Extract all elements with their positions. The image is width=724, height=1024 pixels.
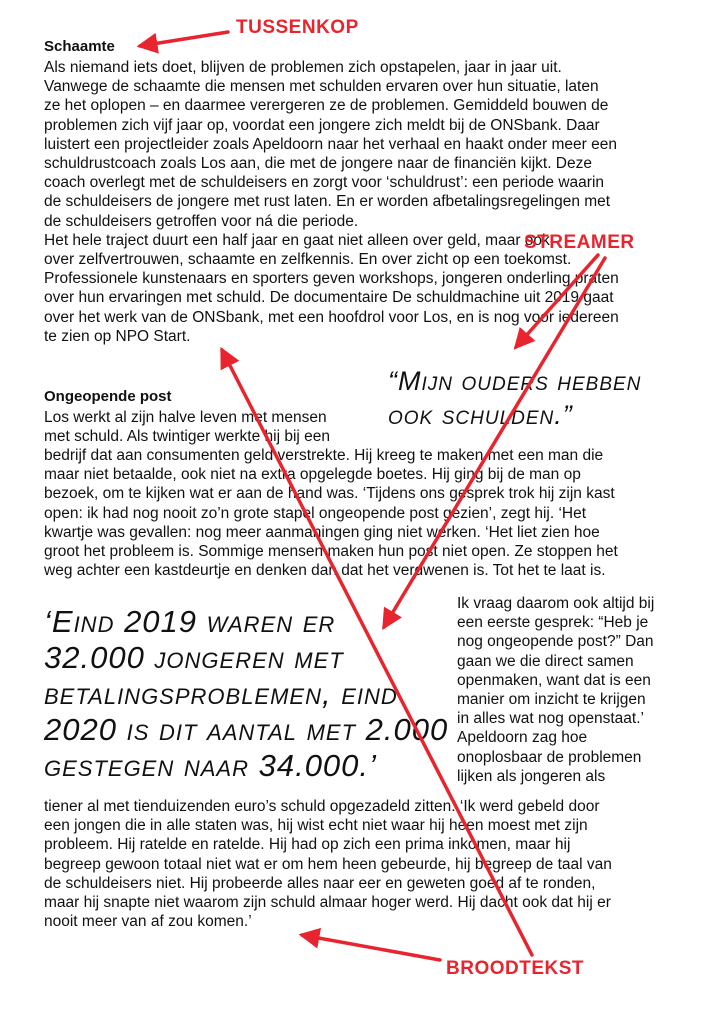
body-line: probleem. Hij ratelde en ratelde. Hij had op zich een prima inkomen, maar hij xyxy=(44,836,571,854)
body-line: gaan we die direct samen xyxy=(457,652,634,670)
arrow-to-subheading xyxy=(140,32,228,46)
subheading-ongeopende-post: Ongeopende post xyxy=(44,388,172,405)
body-line: begreep gewoon totaal niet wat er om hem heen gebeurde, hij begreep de taal van xyxy=(44,855,612,873)
body-line: over het werk van de ONSbank, met een hoofdrol voor Los, en is nog voor iedereen xyxy=(44,308,619,326)
body-line: over hun ervaringen met schuld. De documentaire De schuldmachine uit 2019 gaat xyxy=(44,289,614,307)
body-line: tiener al met tienduizenden euro’s schuld opgezadeld zitten. ‘Ik werd gebeld door xyxy=(44,798,600,815)
body-line: onoplosbaar de problemen xyxy=(457,748,642,766)
quote-line: “Mijn ouders hebben xyxy=(388,366,642,396)
body-line: met schuld. Als twintiger werkte hij bij een xyxy=(44,428,331,446)
pull-quote-large xyxy=(44,604,448,784)
body-line: luistert een projectleider zoals Apeldoorn naar het verhaal en haakt onder meer een xyxy=(44,135,618,153)
body-line: maar niet betaalde, ook niet na extra opgelegde boetes. Hij ging bij de man op xyxy=(44,466,581,484)
body-line: een eerste gesprek: “Heb je xyxy=(457,614,649,632)
body-line: groot het probleem is. Sommige mensen maken hun post niet open. Ze stoppen het xyxy=(44,543,618,561)
body-line: de schuldeisers de jongere met rust laten. En er worden afbetalingsregelingen met xyxy=(44,193,611,211)
body-line: bezoek, om te kijken wat er aan de hand was. ‘Tijdens ons gesprek trok hij zijn kast xyxy=(44,485,615,503)
body-line: weg achter een kastdeurtje en denken dan dat het verdwenen is. Tot het te laat is. xyxy=(44,562,606,580)
arrow-to-body-bottom xyxy=(302,935,440,960)
body-line: Los werkt al zijn halve leven met mensen xyxy=(44,409,327,426)
body-line: te zien op NPO Start. xyxy=(44,327,191,345)
body-line: schuldrustcoach zoals Los aan, die met de jongere naar de financiën kijkt. Deze xyxy=(44,155,592,173)
quote-line: gestegen naar 34.000.’ xyxy=(44,748,377,783)
body-line: ze het oplopen – en daarmee verergeren ze de problemen. Gemiddeld bouwen de xyxy=(44,97,609,115)
quote-line: betalingsproblemen, eind xyxy=(44,676,398,711)
body-line: de schuldeisers niet. Hij probeerde alles naar eer en geweten goed af te ronden, xyxy=(44,874,596,892)
quote-line: ‘Eind 2019 waren er xyxy=(44,604,336,639)
quote-line: 2020 is dit aantal met 2.000 xyxy=(44,712,449,747)
subheading-schaamte: Schaamte xyxy=(44,38,115,55)
label-streamer: STREAMER xyxy=(524,232,635,253)
body-line: coach overlegt met de schuldeisers en zorgt voor ‘schuldrust’: een periode waarin xyxy=(44,174,605,192)
body-line: lijken als jongeren als xyxy=(457,767,606,785)
body-line: een jongen die in alle staten was, hij wist echt niet waar hij heen moest met zijn xyxy=(44,817,588,835)
body-line: Apeldoorn zag hoe xyxy=(457,729,588,747)
body-line: open: ik had nog nooit zo’n grote stapel ongeopende post gezien’, zegt hij. ‘Het xyxy=(44,504,587,522)
body-line: nooit meer van af zou komen.’ xyxy=(44,913,252,931)
label-tussenkop: TUSSENKOP xyxy=(236,17,359,38)
body-text-narrow xyxy=(44,408,330,446)
body-line: nog ongeopende post?” Dan xyxy=(457,633,654,651)
body-line: bedrijf dat aan consumenten geld verstrekte. Hij kreeg te maken met een man die xyxy=(44,447,604,464)
body-line: openmaken, want dat is een xyxy=(457,671,651,689)
body-line: manier om inzicht te krijgen xyxy=(457,691,646,709)
body-line: over zelfvertrouwen, schaamte en zelfkennis. En over zicht op een toekomst. xyxy=(44,251,572,269)
pull-quote-small xyxy=(388,364,641,432)
body-text-section-1 xyxy=(44,58,619,346)
body-line: problemen zich vijf jaar op, voordat een jongere zich meldt bij de ONSbank. Daar xyxy=(44,116,600,134)
body-line: Het hele traject duurt een half jaar en gaat niet alleen over geld, maar ook xyxy=(44,231,550,249)
body-line: Vanwege de schaamte die mensen met schulden ervaren over hun situatie, laten xyxy=(44,78,599,96)
body-text-section-2 xyxy=(44,446,618,580)
body-line: Ik vraag daarom ook altijd bij xyxy=(457,595,655,612)
body-text-bottom xyxy=(44,797,612,931)
body-line: kwartje was gevallen: nog meer aanmaningen ging niet werken. ‘Het liet zien hoe xyxy=(44,523,600,541)
body-line: maar hij snapte niet waarom zijn schuld almaar hoger werd. Hij dacht ook dat hij er xyxy=(44,894,611,912)
body-line: de schuldeisers getroffen voor ná die periode. xyxy=(44,212,359,230)
body-line: in alles wat nog openstaat.’ xyxy=(457,710,644,728)
label-broodtekst: BROODTEKST xyxy=(446,958,584,979)
body-text-right-column xyxy=(457,594,654,786)
body-line: Als niemand iets doet, blijven de problemen zich opstapelen, jaar in jaar uit. xyxy=(44,59,562,76)
quote-line: 32.000 jongeren met xyxy=(44,640,344,675)
quote-line: ook schulden.” xyxy=(388,400,573,430)
body-line: Professionele kunstenaars en sporters geven workshops, jongeren onderling praten xyxy=(44,270,619,288)
